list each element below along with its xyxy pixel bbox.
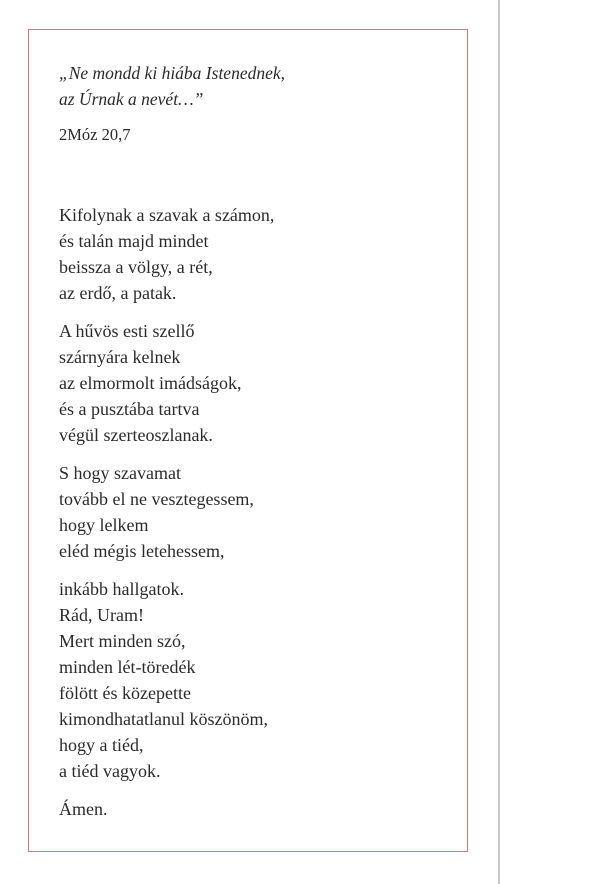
stanza-amen <box>59 796 459 822</box>
poem-line: eléd mégis letehessem, <box>59 541 225 561</box>
poem-line: fölött és közepette <box>59 683 191 703</box>
stanza-2 <box>59 318 459 448</box>
poem-line: Rád, Uram! <box>59 605 144 625</box>
motto <box>59 60 459 112</box>
motto-line: „Ne mondd ki hiába Istenednek, <box>59 63 285 83</box>
poem-line: inkább hallgatok. <box>59 579 184 599</box>
stanza-4 <box>59 576 459 784</box>
poem-line: A hűvös esti szellő <box>59 321 195 341</box>
poem-line: végül szerteoszlanak. <box>59 425 213 445</box>
poem-line: a tiéd vagyok. <box>59 761 161 781</box>
amen-line: Ámen. <box>59 799 108 819</box>
poem-line: beissza a völgy, a rét, <box>59 257 213 277</box>
poem-line: az elmormolt imádságok, <box>59 373 242 393</box>
poem <box>59 202 459 822</box>
poem-line: hogy lelkem <box>59 515 149 535</box>
page-content <box>59 60 459 834</box>
bible-reference: 2Móz 20,7 <box>59 125 131 144</box>
poem-line: az erdő, a patak. <box>59 283 177 303</box>
page-divider <box>498 0 500 884</box>
poem-line: szárnyára kelnek <box>59 347 181 367</box>
poem-line: Mert minden szó, <box>59 631 186 651</box>
poem-line: tovább el ne vesztegessem, <box>59 489 254 509</box>
poem-line: minden lét-töredék <box>59 657 196 677</box>
stanza-3 <box>59 460 459 564</box>
poem-line: S hogy szavamat <box>59 463 181 483</box>
poem-line: és a pusztába tartva <box>59 399 200 419</box>
stanza-1 <box>59 202 459 306</box>
poem-line: kimondhatatlanul köszönöm, <box>59 709 268 729</box>
poem-line: hogy a tiéd, <box>59 735 144 755</box>
motto-line: az Úrnak a nevét…” <box>59 89 204 109</box>
poem-line: Kifolynak a szavak a számon, <box>59 205 275 225</box>
poem-line: és talán majd mindet <box>59 231 209 251</box>
